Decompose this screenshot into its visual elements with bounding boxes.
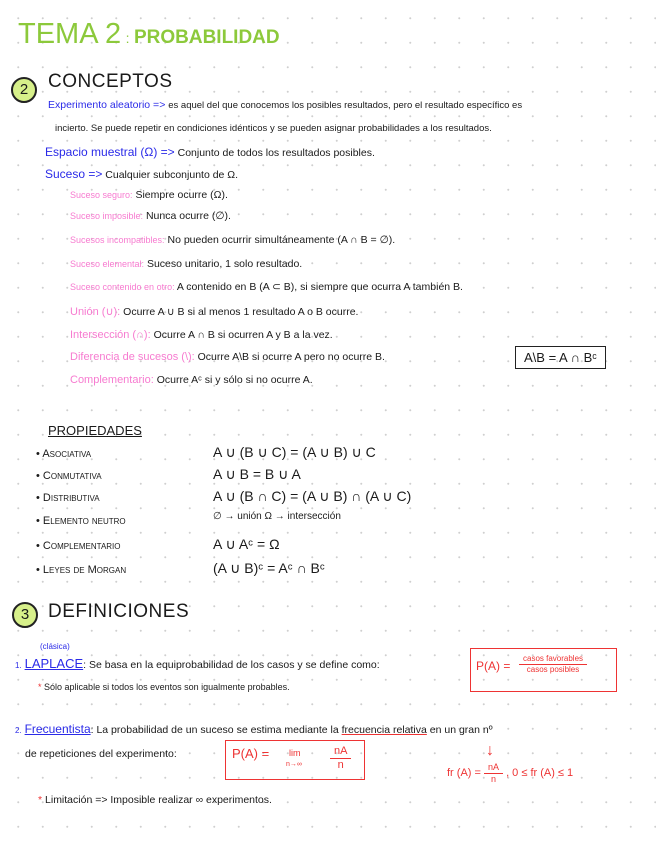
item-number: 2. <box>15 726 22 735</box>
definition-experimento-cont: incierto. Se puede repetir en condiciones idénticos y se pueden asignar probabilidades a los resultados. <box>55 123 492 134</box>
fr-lhs: fr (A) = <box>447 766 481 779</box>
property-name: • Elemento neutro <box>36 515 126 527</box>
denominator: n <box>490 774 496 784</box>
term: Intersección (∩): <box>70 329 151 341</box>
text: Limitación => Imposible realizar ∞ experimentos. <box>45 794 272 806</box>
text: Ocurre A ∩ B si ocurren A y B a la vez. <box>153 329 333 341</box>
text: en un gran nº <box>429 724 493 736</box>
frecuentista-formula-box <box>225 740 365 780</box>
property-name: • Complementario <box>36 540 121 552</box>
property-name: • Leyes de Morgan <box>36 564 127 576</box>
definition-experimento <box>48 99 522 111</box>
fr-range: , 0 ≤ fr (A) ≤ 1 <box>506 766 574 779</box>
page-title <box>18 18 280 51</box>
text: es aquel del que conocemos los posibles resultados, pero el resultado específico es <box>168 100 523 111</box>
frecuentista-cont: de repeticiones del experimento: <box>25 748 177 760</box>
section-number-badge: 2 <box>11 77 37 103</box>
property-name: • Conmutativa <box>36 470 102 482</box>
concept-item <box>70 374 313 386</box>
numerator: nA <box>330 745 351 759</box>
term: Diferencia de sucesos (\): <box>70 351 195 363</box>
text: Nunca ocurre (∅). <box>145 210 231 222</box>
property-formula: A ∪ (B ∪ C) = (A ∪ B) ∪ C <box>213 444 376 460</box>
text: Suceso unitario, 1 solo resultado. <box>146 258 303 270</box>
property-formula: A ∪ B = B ∪ A <box>213 466 301 482</box>
concept-item <box>70 305 358 318</box>
label: Asociativa <box>42 448 92 460</box>
denominator: n <box>337 759 344 771</box>
concept-item <box>70 234 395 246</box>
term: Suceso imposible: <box>70 211 144 221</box>
numerator: casos favorables <box>519 654 587 665</box>
limit-sub: n→∞ <box>286 761 302 768</box>
laplace-remark <box>38 682 290 692</box>
text: A contenido en B (A ⊂ B), si siempre que ocurra A también B. <box>176 281 463 293</box>
term: Suceso seguro: <box>70 190 133 200</box>
fraction <box>484 762 503 784</box>
text: Sólo aplicable si todos los eventos son igualmente probables. <box>44 682 290 692</box>
fr-formula <box>447 762 573 784</box>
text: Siempre ocurre (Ω). <box>135 189 228 201</box>
definition-espacio <box>45 145 375 159</box>
section-number-badge: 3 <box>12 602 38 628</box>
text: Conjunto de todos los resultados posibles. <box>177 147 375 159</box>
concept-item <box>70 281 463 293</box>
text: Ocurre A ∪ B si al menos 1 resultado A o B ocurre. <box>123 306 359 318</box>
label: Conmutativa <box>42 470 102 482</box>
star-icon: * <box>38 682 42 692</box>
concept-item <box>70 189 228 201</box>
term: Sucesos incompatibles: <box>70 235 165 245</box>
frecuentista-definition <box>15 722 493 736</box>
concept-item <box>70 258 302 270</box>
definition-suceso <box>45 167 238 181</box>
text: : La probabilidad de un suceso se estima mediante la <box>90 724 339 736</box>
arrow-down-icon: ↓ <box>486 742 494 759</box>
label: Complementario <box>42 540 121 552</box>
denominator: casos posibles <box>526 665 580 674</box>
text-underlined: frecuencia relativa <box>341 724 427 736</box>
label: Leyes de Morgan <box>42 564 127 576</box>
limit: lim <box>289 748 301 758</box>
difference-formula-box: A\B = A ∩ Bᶜ <box>515 346 606 369</box>
term: Unión (∪): <box>70 306 121 318</box>
property-formula: A ∪ (B ∩ C) = (A ∪ B) ∩ (A ∪ C) <box>213 488 412 504</box>
term: Experimento aleatorio => <box>48 99 166 111</box>
propiedades-heading: PROPIEDADES <box>48 423 142 438</box>
fraction <box>519 654 587 674</box>
section-heading: DEFINICIONES <box>48 601 190 622</box>
property-name: • Asociativa <box>36 448 92 460</box>
text: : Se basa en la equiprobabilidad de los casos y se define como: <box>83 659 380 671</box>
frecuentista-remark <box>38 794 272 806</box>
formula-lhs: P(A) = <box>476 659 511 673</box>
label: Elemento neutro <box>42 515 126 527</box>
star-icon: * <box>38 794 43 806</box>
property-formula: A ∪ Aᶜ = Ω <box>213 536 280 552</box>
text: Ocurre Aᶜ si y sólo si no ocurre A. <box>156 374 313 386</box>
item-number: 1. <box>15 661 22 670</box>
laplace-note: (clásica) <box>40 642 70 651</box>
title-separator: : <box>125 30 130 46</box>
concept-item <box>70 329 333 341</box>
term: Suceso contenido en otro: <box>70 282 175 292</box>
numerator: nA <box>484 762 503 774</box>
laplace-definition <box>15 656 380 671</box>
term: Suceso => <box>45 167 103 181</box>
title-main: TEMA 2 <box>18 18 122 50</box>
term: LAPLACE <box>24 656 84 671</box>
label: Distributiva <box>42 492 100 504</box>
concept-item <box>70 351 385 363</box>
property-formula: ∅ → unión Ω → intersección <box>213 511 341 522</box>
fraction <box>330 745 351 771</box>
term: Frecuentista <box>24 722 91 736</box>
term: Suceso elemental: <box>70 259 145 269</box>
formula-lhs: P(A) = <box>232 746 270 761</box>
concept-item <box>70 210 231 222</box>
term: Espacio muestral (Ω) => <box>45 145 175 159</box>
title-sub: PROBABILIDAD <box>133 27 280 48</box>
text: Cualquier subconjunto de Ω. <box>105 169 239 181</box>
text: No pueden ocurrir simultáneamente (A ∩ B = ∅). <box>167 234 396 246</box>
section-heading: CONCEPTOS <box>48 71 173 92</box>
term: Complementario: <box>70 374 154 386</box>
property-name: • Distributiva <box>36 492 100 504</box>
text: Ocurre A\B si ocurre A pero no ocurre B. <box>197 351 385 363</box>
property-formula: (A ∪ B)ᶜ = Aᶜ ∩ Bᶜ <box>213 560 325 576</box>
laplace-formula-box <box>470 648 617 692</box>
